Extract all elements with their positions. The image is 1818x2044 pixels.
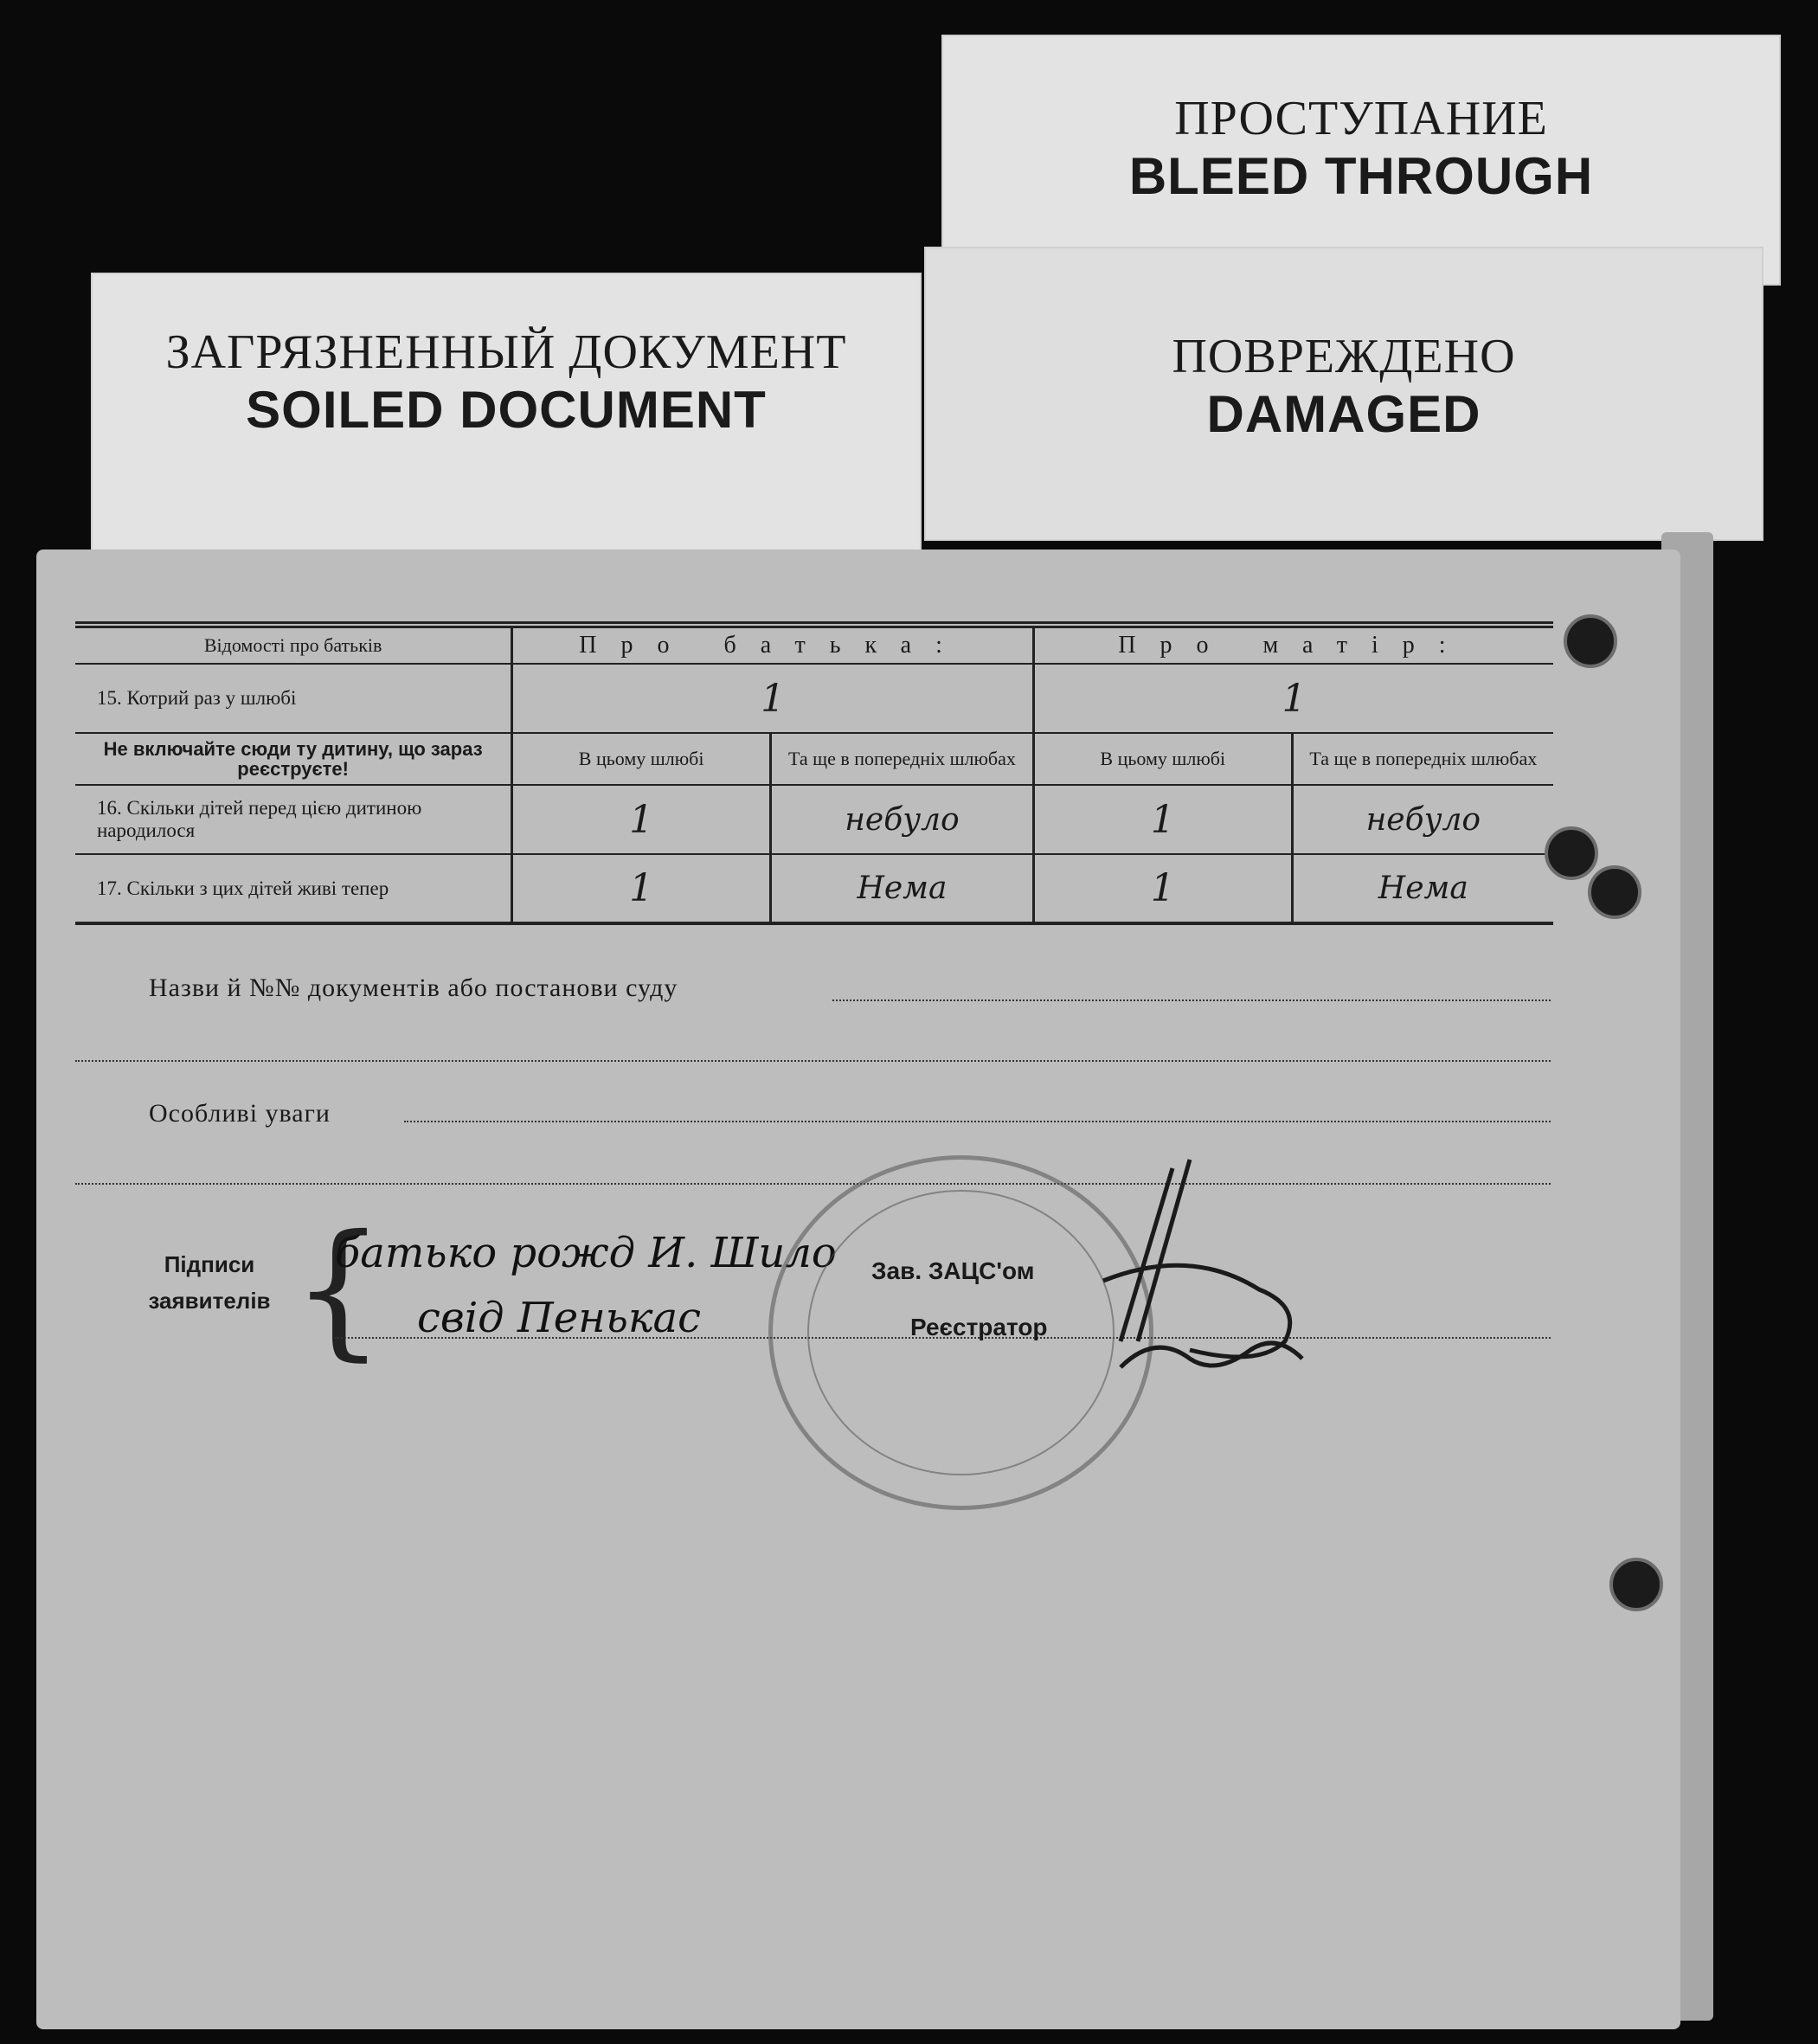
documents-line-2 bbox=[75, 1060, 1551, 1062]
notes-line-1 bbox=[404, 1121, 1551, 1122]
damaged-ru: ПОВРЕЖДЕНО bbox=[1172, 330, 1516, 383]
mother-this-marriage-header: В цьому шлюбі bbox=[1033, 733, 1292, 785]
row16-father-this: 1 bbox=[512, 785, 771, 854]
official-signature bbox=[1086, 1142, 1328, 1402]
row16-label: 16. Скільки дітей перед цією дитиною народилося bbox=[75, 785, 512, 854]
bleed-through-en: BLEED THROUGH bbox=[1128, 147, 1594, 205]
punch-hole bbox=[1588, 865, 1641, 919]
header-info: Відомості про батьків bbox=[75, 625, 512, 664]
registrar-label: Реєстратор bbox=[910, 1314, 1048, 1340]
header-father: Про батька: bbox=[512, 625, 1034, 664]
bleed-through-ru: ПРОСТУПАНИЕ bbox=[1174, 92, 1548, 145]
punch-hole bbox=[1609, 1558, 1663, 1611]
parents-info-table bbox=[75, 621, 1553, 925]
row15-mother-value: 1 bbox=[1033, 664, 1553, 733]
signatures-brace: { bbox=[292, 1204, 386, 1375]
zags-head-label: Зав. ЗАЦС'ом bbox=[871, 1257, 1035, 1284]
father-previous-header: Та ще в попередніх шлюбах bbox=[771, 733, 1034, 785]
damaged-label-card bbox=[924, 247, 1763, 541]
soiled-ru: ЗАГРЯЗНЕННЫЙ ДОКУМЕНТ bbox=[165, 325, 847, 379]
punch-hole bbox=[1564, 614, 1617, 668]
notes-label: Особливі уваги bbox=[149, 1099, 331, 1128]
signatures-label: Підписи заявителів bbox=[148, 1251, 271, 1314]
row16-mother-prev: небуло bbox=[1292, 785, 1553, 854]
father-this-marriage-header: В цьому шлюбі bbox=[512, 733, 771, 785]
row15-father-value: 1 bbox=[512, 664, 1034, 733]
row17-father-this: 1 bbox=[512, 854, 771, 923]
soiled-en: SOILED DOCUMENT bbox=[246, 381, 767, 439]
notes-line-2 bbox=[75, 1183, 1551, 1185]
row17-mother-prev: Нема bbox=[1292, 854, 1553, 923]
signature-line-1: батько рожд И. Шило bbox=[335, 1229, 837, 1277]
soiled-label-card bbox=[91, 273, 922, 558]
mother-previous-header: Та ще в попередніх шлюбах bbox=[1292, 733, 1553, 785]
row16-father-prev: небуло bbox=[771, 785, 1034, 854]
signature-line-2: свiд Пенькас bbox=[417, 1294, 702, 1342]
exclude-child-warning: Не включайте сюди ту дитину, що зараз реєструєте! bbox=[75, 733, 512, 785]
row17-father-prev: Нема bbox=[771, 854, 1034, 923]
header-mother: Про матір: bbox=[1033, 625, 1553, 664]
row17-mother-this: 1 bbox=[1033, 854, 1292, 923]
documents-label: Назви й №№ документів або постанови суду bbox=[149, 974, 678, 1002]
row16-mother-this: 1 bbox=[1033, 785, 1292, 854]
punch-hole bbox=[1545, 826, 1598, 880]
row15-label: 15. Котрий раз у шлюбі bbox=[75, 664, 512, 733]
row17-label: 17. Скільки з цих дітей живі тепер bbox=[75, 854, 512, 923]
damaged-en: DAMAGED bbox=[1206, 385, 1481, 443]
documents-line-1 bbox=[832, 1000, 1551, 1001]
